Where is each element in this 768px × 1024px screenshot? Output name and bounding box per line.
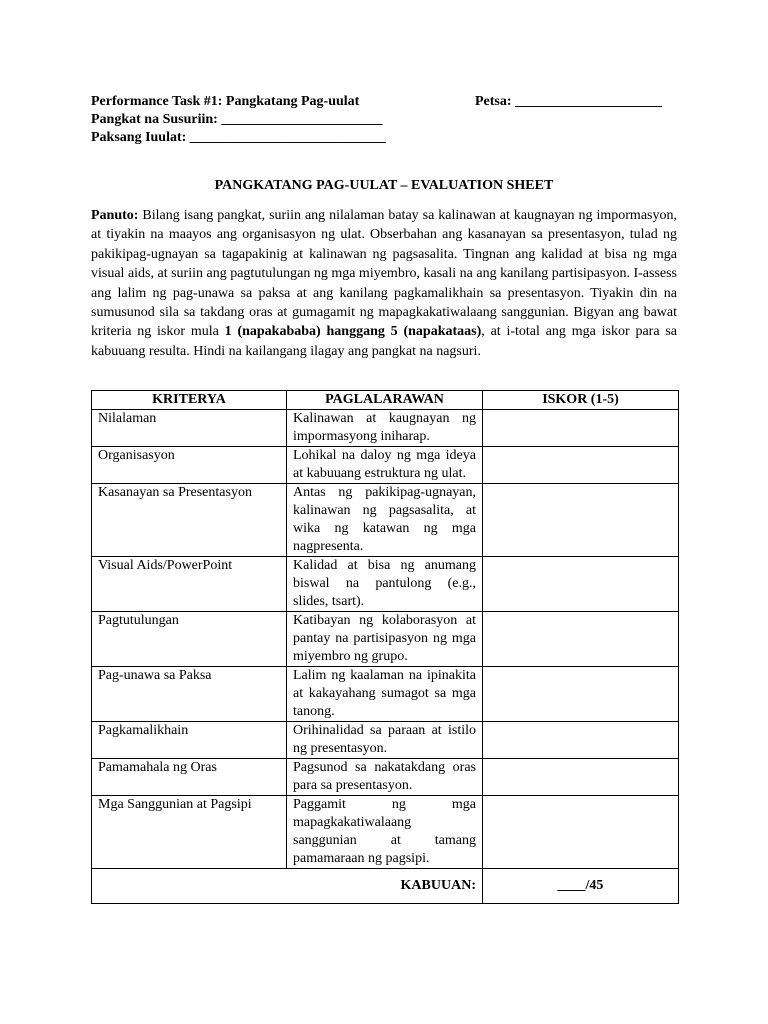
date-field: Petsa: _____________________ xyxy=(475,94,663,109)
topic-field: Paksang Iuulat: ____________________________ xyxy=(91,130,386,145)
criterion-cell: Mga Sanggunian at Pagsipi xyxy=(92,796,287,869)
header-block xyxy=(91,93,681,147)
score-cell[interactable] xyxy=(483,410,679,447)
table-header-row xyxy=(92,391,679,410)
description-cell: Katibayan ng kolaborasyon at pantay na partisipasyon ng mga miyembro ng grupo. xyxy=(287,612,483,667)
score-cell[interactable] xyxy=(483,612,679,667)
table-row xyxy=(92,557,679,612)
total-score[interactable]: ____/45 xyxy=(483,869,679,904)
table-row xyxy=(92,410,679,447)
description-cell: Pagsunod sa nakatakdang oras para sa presentasyon. xyxy=(287,759,483,796)
criterion-cell: Visual Aids/PowerPoint xyxy=(92,557,287,612)
description-cell: Orihinalidad sa paraan at istilo ng presentasyon. xyxy=(287,722,483,759)
description-cell: Lohikal na daloy ng mga ideya at kabuuang estruktura ng ulat. xyxy=(287,447,483,484)
criterion-cell: Organisasyon xyxy=(92,447,287,484)
header-kriterya: KRITERYA xyxy=(92,391,287,410)
table-row xyxy=(92,722,679,759)
table-row xyxy=(92,667,679,722)
score-cell[interactable] xyxy=(483,447,679,484)
criterion-cell: Pagkamalikhain xyxy=(92,722,287,759)
criterion-cell: Pag-unawa sa Paksa xyxy=(92,667,287,722)
total-label: KABUUAN: xyxy=(92,869,483,904)
description-cell: Antas ng pakikipag-ugnayan, kalinawan ng pagsasalita, at wika ng katawan ng mga nagpresenta. xyxy=(287,484,483,557)
table-row xyxy=(92,484,679,557)
instructions-score-range: 1 (napakababa) hanggang 5 (napakataas) xyxy=(224,324,482,340)
evaluation-table xyxy=(91,390,679,904)
table-row xyxy=(92,447,679,484)
sheet-title: PANGKATANG PAG-UULAT – EVALUATION SHEET xyxy=(214,178,554,193)
total-row xyxy=(92,869,679,904)
criterion-cell: Kasanayan sa Presentasyon xyxy=(92,484,287,557)
score-cell[interactable] xyxy=(483,759,679,796)
criterion-cell: Nilalaman xyxy=(92,410,287,447)
instructions-paragraph xyxy=(91,206,677,361)
description-cell: Paggamit ng mga mapagkakatiwalaang sanggunian at tamang pamamaraan ng pagsipi. xyxy=(287,796,483,869)
header-iskor: ISKOR (1-5) xyxy=(483,391,679,410)
table-row xyxy=(92,759,679,796)
header-paglalarawan: PAGLALARAWAN xyxy=(287,391,483,410)
criterion-cell: Pagtutulungan xyxy=(92,612,287,667)
score-cell[interactable] xyxy=(483,484,679,557)
instructions-text-2: , at i-total ang mga iskor para sa kabuuang resulta. Hindi na kailangang ilagay ang pangkat na nagsuri. xyxy=(91,324,678,359)
score-cell[interactable] xyxy=(483,557,679,612)
table-row xyxy=(92,612,679,667)
score-cell[interactable] xyxy=(483,722,679,759)
table-row xyxy=(92,796,679,869)
instructions-label: Panuto: xyxy=(91,208,139,223)
instructions-text-1: Bilang isang pangkat, suriin ang nilalaman batay sa kalinawan at kaugnayan ng impormasyon, at tiyakin na maayos ang organisasyon ng ulat. Obserbahan ang kasanayan sa presentasyon, tulad ng pakikipag-ugnayan sa tagapakinig at kalinawan ng pagsasalita. Tingnan ang kalidad at bisa ng mga visual aids, at suriin ang pagtutulungan ng mga miyembro, kasali na ang kanilang partisipasyon. I-assess ang lalim ng pag-unawa sa paksa at ang kanilang pagkamalikhain sa presentasyon. Tiyakin din na sumusunod sila sa takdang oras at gumagamit ng mapagkakatiwalaang sanggunian. Bigyan ang bawat kriteria ng iskor mula xyxy=(91,208,677,340)
group-field: Pangkat na Susuriin: _______________________ xyxy=(91,112,383,127)
task-line: Performance Task #1: Pangkatang Pag-uulat xyxy=(91,94,360,109)
description-cell: Lalim ng kaalaman na ipinakita at kakayahang sumagot sa mga tanong. xyxy=(287,667,483,722)
score-cell[interactable] xyxy=(483,667,679,722)
score-cell[interactable] xyxy=(483,796,679,869)
description-cell: Kalidad at bisa ng anumang biswal na pantulong (e.g., slides, tsart). xyxy=(287,557,483,612)
description-cell: Kalinawan at kaugnayan ng impormasyong iniharap. xyxy=(287,410,483,447)
criterion-cell: Pamamahala ng Oras xyxy=(92,759,287,796)
